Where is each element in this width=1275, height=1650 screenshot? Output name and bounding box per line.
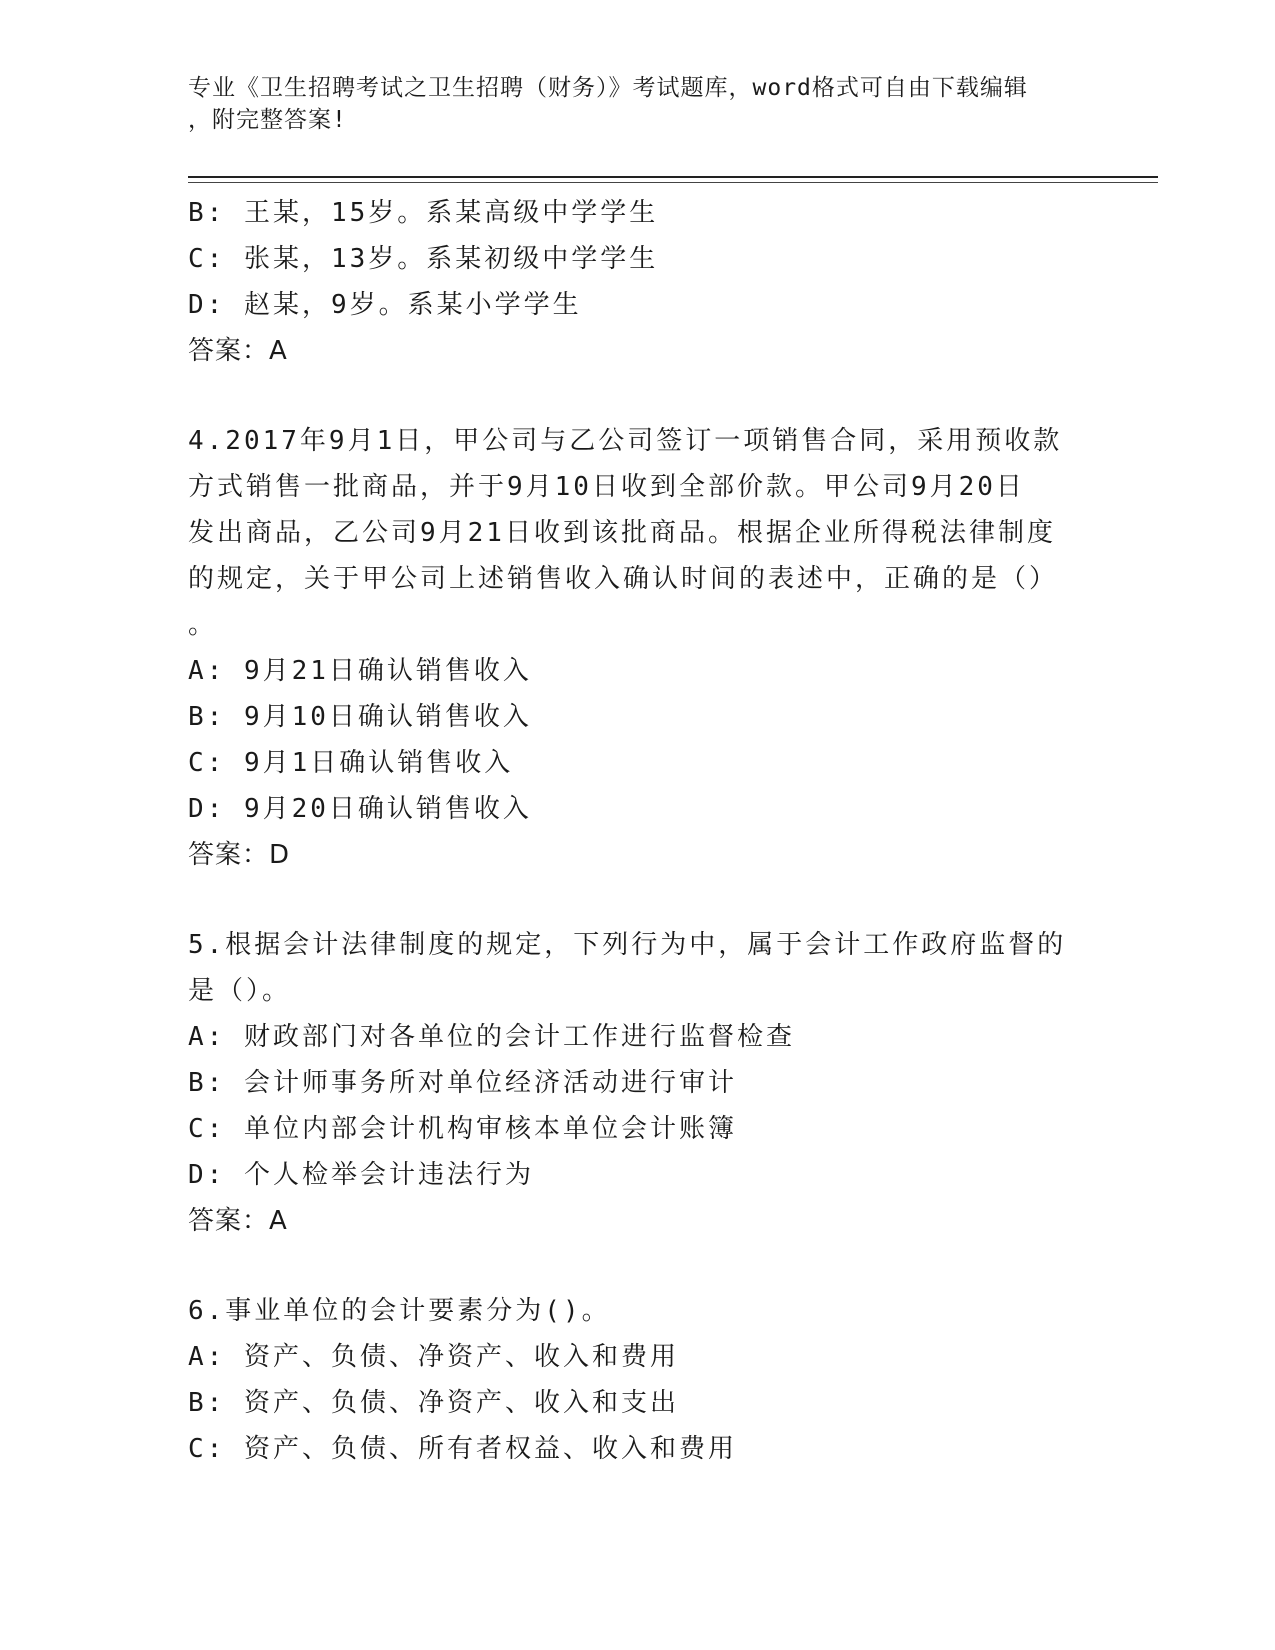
option-c: C: 9月1日确认销售收入 bbox=[188, 748, 514, 778]
option-a: A: 财政部门对各单位的会计工作进行监督检查 bbox=[188, 1022, 795, 1052]
document-header bbox=[188, 72, 1068, 136]
option-b: B: 资产、负债、净资产、收入和支出 bbox=[188, 1388, 679, 1418]
option-c: C: 单位内部会计机构审核本单位会计账簿 bbox=[188, 1114, 737, 1144]
option-d: D: 赵某，9岁。系某小学学生 bbox=[188, 290, 582, 320]
header-rule-thin bbox=[188, 182, 1158, 183]
question-6 bbox=[188, 1288, 1088, 1472]
question-stem-line: 的规定，关于甲公司上述销售收入确认时间的表述中，正确的是（） bbox=[188, 564, 1059, 594]
question-stem-line: 发出商品，乙公司9月21日收到该批商品。根据企业所得税法律制度 bbox=[188, 518, 1056, 548]
question-stem-line: 。 bbox=[188, 610, 218, 640]
header-line-2: ，附完整答案! bbox=[188, 107, 347, 133]
answer: 答案：D bbox=[188, 840, 291, 870]
option-c: C: 张某，13岁。系某初级中学学生 bbox=[188, 244, 659, 274]
option-b: B: 9月10日确认销售收入 bbox=[188, 702, 532, 732]
option-b: B: 会计师事务所对单位经济活动进行审计 bbox=[188, 1068, 737, 1098]
question-3 bbox=[188, 190, 1088, 374]
question-4 bbox=[188, 418, 1088, 878]
question-stem-line: 4.2017年9月1日，甲公司与乙公司签订一项销售合同，采用预收款 bbox=[188, 426, 1063, 456]
question-stem-line: 是（）。 bbox=[188, 976, 292, 1006]
option-c: C: 资产、负债、所有者权益、收入和费用 bbox=[188, 1434, 737, 1464]
header-rule-thick bbox=[188, 176, 1158, 178]
answer: 答案：A bbox=[188, 1206, 288, 1236]
question-stem-line: 5.根据会计法律制度的规定，下列行为中，属于会计工作政府监督的 bbox=[188, 930, 1067, 960]
question-5 bbox=[188, 922, 1088, 1244]
question-stem-line: 6.事业单位的会计要素分为()。 bbox=[188, 1296, 611, 1326]
option-b: B: 王某，15岁。系某高级中学学生 bbox=[188, 198, 659, 228]
spacer bbox=[188, 374, 1088, 418]
option-d: D: 个人检举会计违法行为 bbox=[188, 1160, 534, 1190]
option-a: A: 9月21日确认销售收入 bbox=[188, 656, 532, 686]
question-stem-line: 方式销售一批商品，并于9月10日收到全部价款。甲公司9月20日 bbox=[188, 472, 1025, 502]
spacer bbox=[188, 1244, 1088, 1288]
spacer bbox=[188, 878, 1088, 922]
answer: 答案：A bbox=[188, 336, 288, 366]
option-d: D: 9月20日确认销售收入 bbox=[188, 794, 532, 824]
option-a: A: 资产、负债、净资产、收入和费用 bbox=[188, 1342, 679, 1372]
question-content bbox=[188, 190, 1088, 1472]
header-line-1: 专业《卫生招聘考试之卫生招聘（财务）》考试题库，word格式可自由下载编辑 bbox=[188, 75, 1028, 101]
